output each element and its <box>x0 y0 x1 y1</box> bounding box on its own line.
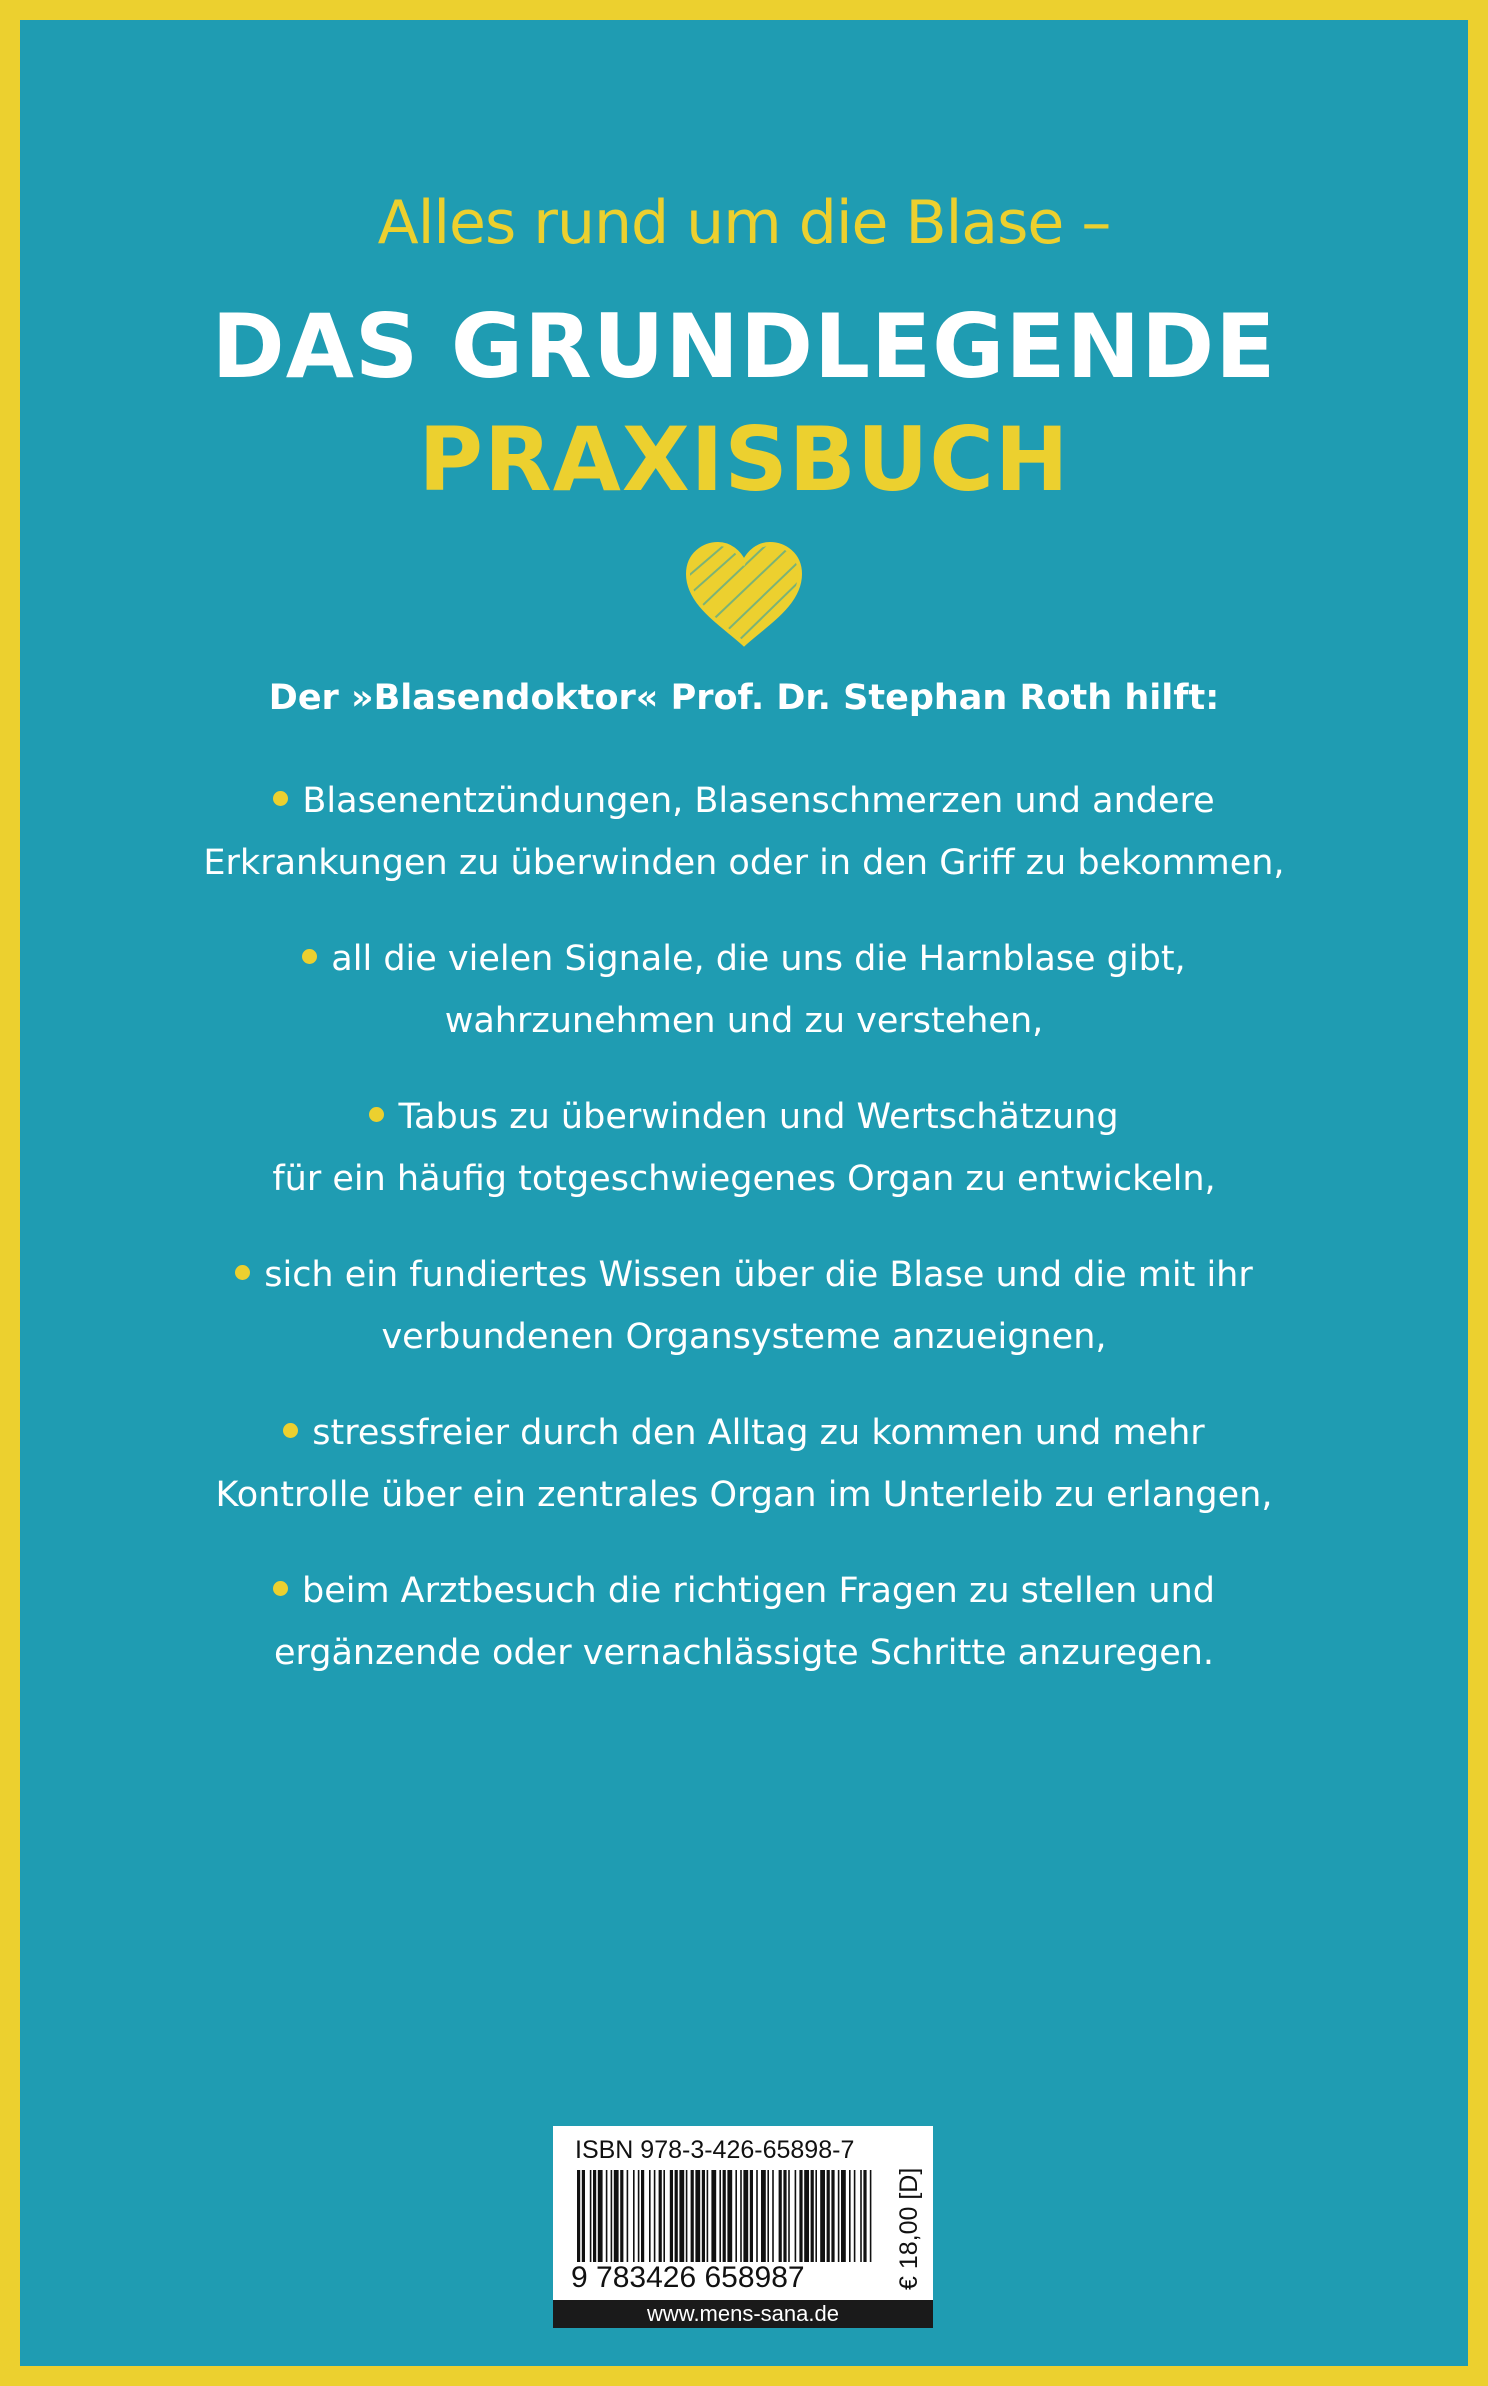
bullet-line-1: Tabus zu überwinden und Wertschätzung <box>398 1097 1119 1137</box>
barcode-bar <box>795 2170 797 2262</box>
bullet-line-1: all die vielen Signale, die uns die Harnblase gibt, <box>331 939 1186 979</box>
barcode-bar <box>761 2170 766 2262</box>
bullet-dot-icon <box>369 1107 384 1122</box>
barcode-bar <box>750 2170 753 2262</box>
barcode-bar <box>854 2170 856 2262</box>
bullet-dot-icon <box>273 1581 288 1596</box>
barcode-bar <box>788 2170 790 2262</box>
barcode-bar <box>627 2170 629 2262</box>
bullet-line-1: beim Arztbesuch die richtigen Fragen zu stellen und <box>301 1571 1215 1611</box>
barcode-bar <box>735 2170 737 2262</box>
barcode-bar <box>649 2170 651 2262</box>
barcode-bar <box>756 2170 758 2262</box>
barcode-bar <box>593 2170 596 2262</box>
bullet-line-1: Blasenentzündungen, Blasenschmerzen und andere <box>302 781 1215 821</box>
barcode-bar <box>827 2170 830 2262</box>
bullet-dot-icon <box>283 1423 298 1438</box>
barcode-bar <box>641 2170 644 2262</box>
barcode-bar <box>577 2170 580 2262</box>
bullet-line-2: für ein häufig totgeschwiegenes Organ zu entwickeln, <box>272 1159 1216 1199</box>
barcode-bar <box>611 2170 613 2262</box>
barcode-box <box>553 2126 933 2328</box>
barcode-bar <box>740 2170 742 2262</box>
barcode-bar <box>772 2170 774 2262</box>
barcode-bar <box>820 2170 825 2262</box>
barcode-bar <box>727 2170 732 2262</box>
barcode-bar <box>743 2170 748 2262</box>
barcode-bar <box>695 2170 700 2262</box>
barcode-digits: 9 783426 658987 <box>571 2261 805 2294</box>
barcode-bar <box>620 2170 623 2262</box>
list-item <box>100 770 1388 894</box>
barcode-bar <box>670 2170 673 2262</box>
bullet-line-1: sich ein fundiertes Wissen über die Blase und die mit ihr <box>264 1255 1253 1295</box>
barcode-bar <box>702 2170 705 2262</box>
barcode-bar <box>841 2170 846 2262</box>
barcode-bar <box>870 2170 872 2262</box>
barcode-bar <box>815 2170 817 2262</box>
barcode-bar <box>659 2170 662 2262</box>
list-item <box>100 1086 1388 1210</box>
barcode-bar <box>849 2170 851 2262</box>
barcode-bar <box>679 2170 684 2262</box>
barcode-bar <box>804 2170 809 2262</box>
barcode-bar <box>719 2170 721 2262</box>
barcode-bar <box>633 2170 635 2262</box>
barcode-bar <box>590 2170 592 2262</box>
bullet-line-2: verbundenen Organsysteme anzueignen, <box>381 1317 1107 1357</box>
barcode-bars <box>575 2170 875 2262</box>
barcode-bar <box>723 2170 726 2262</box>
barcode-bar <box>831 2170 834 2262</box>
bullet-dot-icon <box>302 949 317 964</box>
bullet-line-2: ergänzende oder vernachlässigte Schritte anzuregen. <box>273 1633 1215 1673</box>
barcode-bar <box>686 2170 688 2262</box>
barcode-bar <box>598 2170 603 2262</box>
price-text: € 18,00 [D] <box>895 2167 923 2290</box>
list-item <box>100 1560 1388 1684</box>
barcode-bar <box>863 2170 866 2262</box>
bullet-dot-icon <box>235 1265 250 1280</box>
barcode-bar <box>811 2170 814 2262</box>
barcode-bar <box>638 2170 640 2262</box>
barcode-bar <box>675 2170 678 2262</box>
barcode-bar <box>799 2170 802 2262</box>
barcode-bar <box>707 2170 709 2262</box>
bullet-line-1: stressfreier durch den Alltag zu kommen und mehr <box>312 1413 1205 1453</box>
kicker-text: Alles rund um die Blase – <box>377 188 1111 258</box>
bullet-line-2: Erkrankungen zu überwinden oder in den Griff zu bekommen, <box>203 843 1285 883</box>
barcode-bar <box>838 2170 840 2262</box>
barcode-bar <box>582 2170 585 2262</box>
barcode-bar <box>860 2170 862 2262</box>
barcode-bar <box>779 2170 782 2262</box>
list-item <box>100 1402 1388 1526</box>
barcode-bar <box>614 2170 619 2262</box>
bullet-line-2: wahrzunehmen und zu verstehen, <box>444 1001 1044 1041</box>
bullet-line-2: Kontrolle über ein zentrales Organ im Unterleib zu erlangen, <box>215 1475 1273 1515</box>
bullet-dot-icon <box>273 791 288 806</box>
list-item <box>100 1244 1388 1368</box>
barcode-bar <box>654 2170 656 2262</box>
price-label <box>891 2167 923 2292</box>
barcode-bar <box>711 2170 716 2262</box>
title-line-2: PRAXISBUCH <box>418 408 1070 511</box>
lead-text: Der »Blasendoktor« Prof. Dr. Stephan Roth hilft: <box>268 678 1220 718</box>
barcode-bar <box>691 2170 694 2262</box>
list-item <box>100 928 1388 1052</box>
heart-icon <box>682 540 806 650</box>
isbn-text: ISBN 978-3-426-65898-7 <box>575 2136 855 2164</box>
barcode-bar <box>767 2170 769 2262</box>
publisher-url: www.mens-sana.de <box>553 2300 933 2328</box>
barcode-bar <box>606 2170 608 2262</box>
title-line-1: DAS GRUNDLEGENDE <box>211 295 1277 398</box>
barcode-bar <box>783 2170 786 2262</box>
barcode-bar <box>663 2170 665 2262</box>
benefit-list <box>100 770 1388 1718</box>
